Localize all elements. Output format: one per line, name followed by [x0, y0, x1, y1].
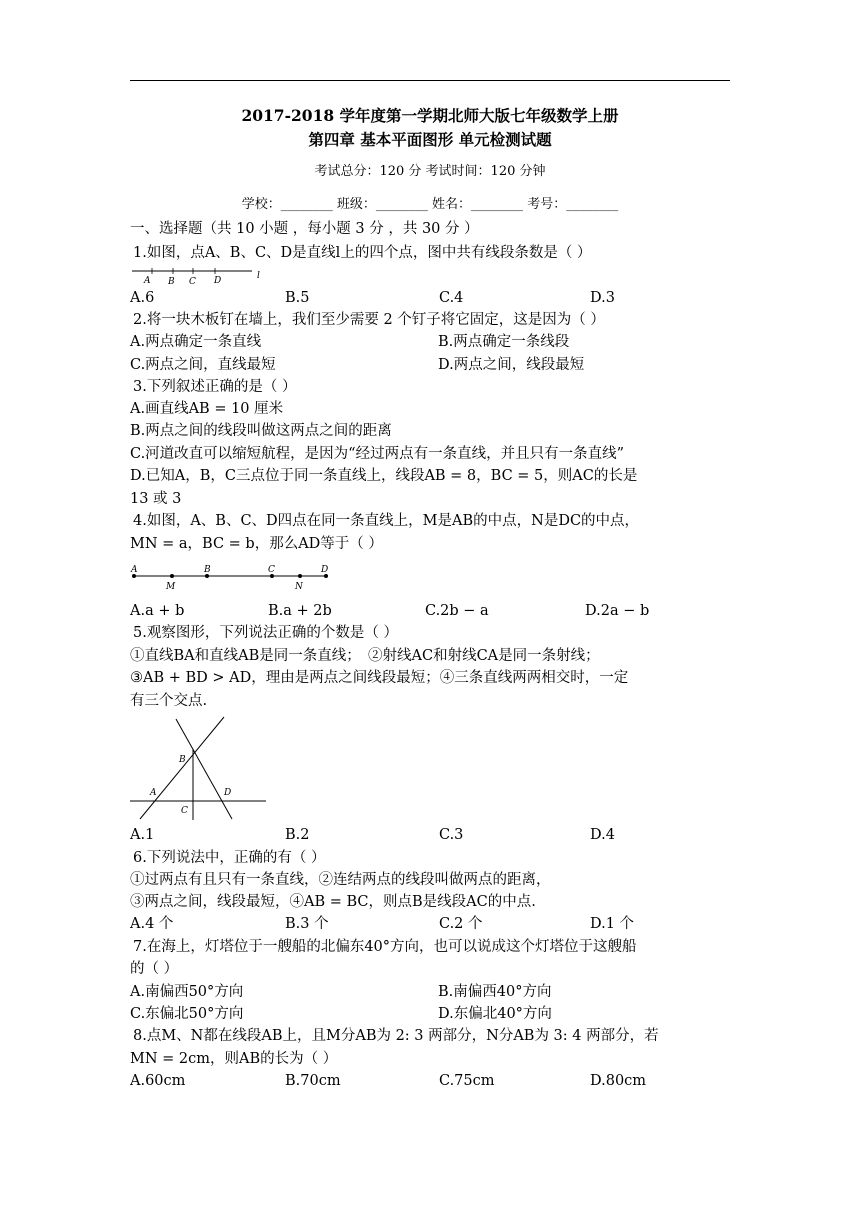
q3-option-b[interactable]: B.两点之间的线段叫做这两点之间的距离	[130, 423, 392, 439]
q3-option-a[interactable]: A.画直线AB = 10 厘米	[130, 401, 284, 417]
question-4-stem-line1: 4.如图，A、B、C、D四点在同一条直线上，M是AB的中点，N是DC的中点，	[133, 513, 640, 529]
q6-statement-line1: ①过两点有且只有一条直线，②连结两点的线段叫做两点的距离，	[130, 872, 551, 888]
q5-label-b: B	[179, 755, 186, 765]
q2-option-a[interactable]: A.两点确定一条直线	[130, 334, 262, 350]
q5-statement-line3: 有三个交点.	[130, 693, 208, 709]
q1-option-a[interactable]: A.6	[130, 290, 155, 306]
q1-option-d[interactable]: D.3	[590, 290, 615, 306]
q1-label-b: B	[168, 277, 175, 287]
q6-option-c[interactable]: C.2 个	[439, 916, 483, 932]
top-rule	[130, 80, 730, 81]
q4-label-a: A	[131, 565, 138, 575]
q5-three-lines-figure	[128, 715, 270, 823]
exam-subtitle: 第四章 基本平面图形 单元检测试题	[308, 130, 552, 149]
q6-option-b[interactable]: B.3 个	[285, 916, 329, 932]
q4-label-d: D	[321, 565, 329, 575]
q8-option-c[interactable]: C.75cm	[439, 1073, 495, 1089]
q5-label-c: C	[181, 806, 188, 816]
question-6-stem: 6.下列说法中，正确的有（ ）	[133, 850, 326, 866]
exam-title: 2017-2018 学年度第一学期北师大版七年级数学上册	[241, 106, 619, 125]
student-info-fields: 学校：________ 班级：________ 姓名：________ 考号：________	[241, 197, 619, 212]
q3-option-d-cont: 13 或 3	[130, 491, 182, 507]
q4-option-c[interactable]: C.2b − a	[425, 603, 489, 619]
q2-option-d[interactable]: D.两点之间，线段最短	[438, 357, 585, 373]
q8-option-d[interactable]: D.80cm	[590, 1073, 647, 1089]
question-7-stem-line2: 的（ ）	[130, 961, 179, 977]
q4-line-figure	[128, 562, 338, 594]
q1-label-a: A	[144, 276, 151, 286]
question-8-stem-line1: 8.点M、N都在线段AB上，且M分AB为 2: 3 两部分，N分AB为 3: 4 两部分，若	[133, 1028, 659, 1044]
question-2-stem: 2.将一块木板钉在墙上，我们至少需要 2 个钉子将它固定，这是因为（ ）	[133, 312, 605, 328]
q3-option-c[interactable]: C.河道改直可以缩短航程，是因为“经过两点有一条直线，并且只有一条直线”	[130, 446, 625, 462]
q6-statement-line2: ③两点之间，线段最短，④AB = BC，则点B是线段AC的中点.	[130, 894, 536, 910]
q1-option-b[interactable]: B.5	[285, 290, 310, 306]
q4-option-b[interactable]: B.a + 2b	[268, 603, 332, 619]
q1-option-c[interactable]: C.4	[439, 290, 464, 306]
q1-label-c: C	[189, 277, 196, 287]
q5-label-d: D	[224, 788, 232, 798]
question-1-stem: 1.如图，点A、B、C、D是直线l上的四个点，图中共有线段条数是（ ）	[133, 245, 592, 261]
question-3-stem: 3.下列叙述正确的是（ ）	[133, 379, 297, 395]
q4-option-d[interactable]: D.2a − b	[585, 603, 650, 619]
q4-label-m: M	[166, 582, 176, 592]
question-4-stem-line2: MN = a，BC = b，那么AD等于（ ）	[130, 536, 383, 552]
q8-option-a[interactable]: A.60cm	[130, 1073, 186, 1089]
q5-label-a: A	[150, 788, 157, 798]
q5-option-a[interactable]: A.1	[130, 827, 155, 843]
q6-option-a[interactable]: A.4 个	[130, 916, 174, 932]
q1-line-figure	[130, 264, 270, 288]
q2-option-b[interactable]: B.两点确定一条线段	[438, 334, 570, 350]
question-5-stem: 5.观察图形，下列说法正确的个数是（ ）	[133, 625, 398, 641]
q5-option-d[interactable]: D.4	[590, 827, 615, 843]
q8-option-b[interactable]: B.70cm	[285, 1073, 341, 1089]
q3-option-d[interactable]: D.已知A，B，C三点位于同一条直线上，线段AB = 8，BC = 5，则AC的长是	[130, 468, 638, 484]
q2-option-c[interactable]: C.两点之间，直线最短	[130, 357, 276, 373]
q5-statement-line1: ①直线BA和直线AB是同一条直线； ②射线AC和射线CA是同一条射线；	[130, 648, 600, 664]
q6-option-d[interactable]: D.1 个	[590, 916, 635, 932]
exam-meta: 考试总分：120 分 考试时间：120 分钟	[314, 164, 546, 179]
q7-option-c[interactable]: C.东偏北50°方向	[130, 1006, 244, 1022]
q4-label-b: B	[204, 565, 211, 575]
q5-option-b[interactable]: B.2	[285, 827, 310, 843]
q7-option-b[interactable]: B.南偏西40°方向	[438, 984, 552, 1000]
section-heading: 一、选择题（共 10 小题 ，每小题 3 分 ，共 30 分 ）	[130, 221, 479, 237]
q7-option-a[interactable]: A.南偏西50°方向	[130, 984, 244, 1000]
q7-option-d[interactable]: D.东偏北40°方向	[438, 1006, 552, 1022]
q5-option-c[interactable]: C.3	[439, 827, 464, 843]
q4-label-c: C	[268, 565, 275, 575]
question-8-stem-line2: MN = 2cm，则AB的长为（ ）	[130, 1051, 338, 1067]
q4-option-a[interactable]: A.a + b	[130, 603, 185, 619]
q1-label-d: D	[214, 276, 222, 286]
q1-label-l: l	[257, 271, 260, 281]
question-7-stem-line1: 7.在海上，灯塔位于一艘船的北偏东40°方向，也可以说成这个灯塔位于这艘船	[133, 939, 637, 955]
q4-label-n: N	[295, 582, 303, 592]
q5-statement-line2: ③AB + BD > AD，理由是两点之间线段最短；④三条直线两两相交时，一定	[130, 670, 629, 686]
